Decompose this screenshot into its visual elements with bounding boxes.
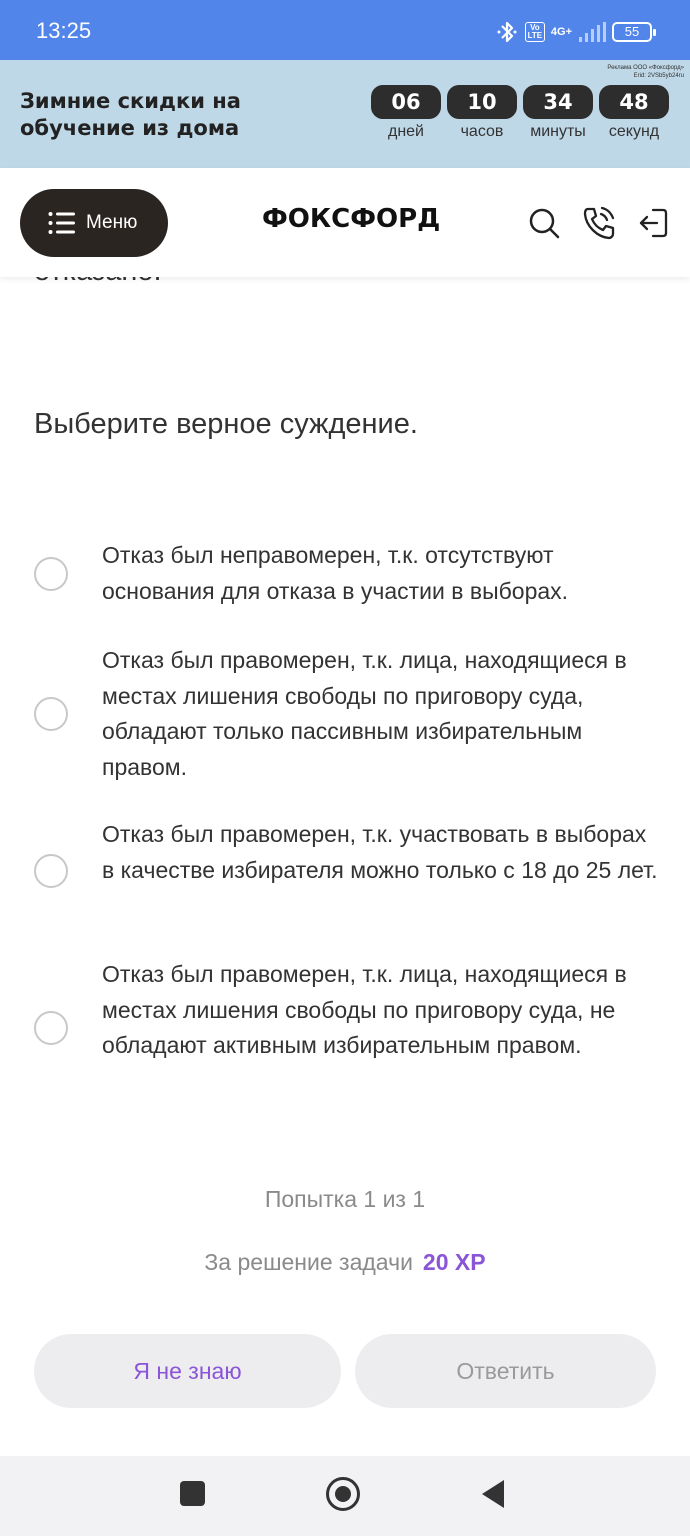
status-icons bbox=[495, 18, 652, 46]
timer-days bbox=[371, 85, 441, 141]
menu-button[interactable] bbox=[20, 189, 168, 257]
system-nav-bar bbox=[0, 1456, 690, 1536]
network-type: 4G+ bbox=[550, 26, 572, 38]
timer-label: минуты bbox=[530, 123, 586, 140]
timer-label: дней bbox=[387, 123, 424, 140]
signal-icon bbox=[578, 21, 606, 43]
timer-value: 10 bbox=[447, 85, 517, 119]
ad-line-1: Реклама ООО «Фоксфорд» bbox=[607, 65, 684, 71]
answer-option-text: Отказ был правомерен, т.к. лица, находящиеся в местах лишения свободы по приговору суда, не обладают активным избирательным правом. bbox=[102, 961, 627, 1058]
answer-option[interactable] bbox=[0, 957, 690, 1099]
radio-button[interactable] bbox=[34, 854, 68, 888]
radio-button[interactable] bbox=[34, 1011, 68, 1045]
reward-info bbox=[0, 1249, 690, 1276]
promo-title: Зимние скидки на обучение из дома bbox=[20, 89, 241, 140]
timer-hours bbox=[447, 85, 517, 141]
answer-option-text: Отказ был неправомерен, т.к. отсутствуют основания для отказа в участии в выборах. bbox=[102, 542, 569, 604]
phone-icon[interactable] bbox=[582, 205, 616, 241]
reward-label: За решение задачи bbox=[204, 1249, 413, 1275]
timer-label: секунд bbox=[608, 123, 660, 140]
volte-icon: Vo LTE bbox=[525, 22, 545, 42]
answer-option-text: Отказ был правомерен, т.к. участвовать в выборах в качестве избирателя можно только с 18 до 25 лет. bbox=[102, 821, 658, 883]
menu-list-icon bbox=[48, 211, 76, 235]
answer-option-text: Отказ был правомерен, т.к. лица, находящиеся в местах лишения свободы по приговору суда, обладают только пассивным избирательным правом. bbox=[102, 647, 627, 780]
ad-line-2: Erid: 2VSb5yb24ru bbox=[633, 73, 684, 79]
search-icon[interactable] bbox=[527, 206, 561, 240]
answer-option[interactable] bbox=[0, 643, 690, 785]
timer-seconds bbox=[599, 85, 669, 141]
menu-label: Меню bbox=[86, 212, 138, 233]
ad-disclaimer bbox=[607, 64, 684, 80]
timer-value: 48 bbox=[599, 85, 669, 119]
home-icon[interactable] bbox=[326, 1477, 360, 1511]
radio-button[interactable] bbox=[34, 697, 68, 731]
reward-xp: 20 XP bbox=[422, 1249, 486, 1275]
back-icon[interactable] bbox=[482, 1480, 504, 1508]
attempt-counter: Попытка 1 из 1 bbox=[264, 1186, 426, 1212]
timer-label: часов bbox=[460, 123, 504, 140]
status-time: 13:25 bbox=[36, 18, 92, 43]
timer-value: 06 bbox=[371, 85, 441, 119]
site-header bbox=[0, 168, 690, 277]
battery-icon: 55 bbox=[612, 22, 652, 42]
radio-button[interactable] bbox=[34, 557, 68, 591]
promo-banner[interactable] bbox=[0, 60, 690, 168]
answer-button[interactable]: Ответить bbox=[355, 1334, 656, 1408]
answer-option[interactable] bbox=[0, 817, 690, 924]
login-icon[interactable] bbox=[637, 206, 669, 240]
timer-value: 34 bbox=[523, 85, 593, 119]
logo[interactable]: ФОКСФОРД bbox=[262, 204, 441, 234]
status-bar bbox=[0, 0, 690, 60]
dont-know-button[interactable]: Я не знаю bbox=[34, 1334, 341, 1408]
recent-apps-icon[interactable] bbox=[180, 1481, 205, 1506]
question-title: Выберите верное суждение. bbox=[34, 408, 418, 440]
answer-option[interactable] bbox=[0, 538, 690, 610]
bluetooth-icon bbox=[495, 18, 519, 46]
timer-minutes bbox=[523, 85, 593, 141]
